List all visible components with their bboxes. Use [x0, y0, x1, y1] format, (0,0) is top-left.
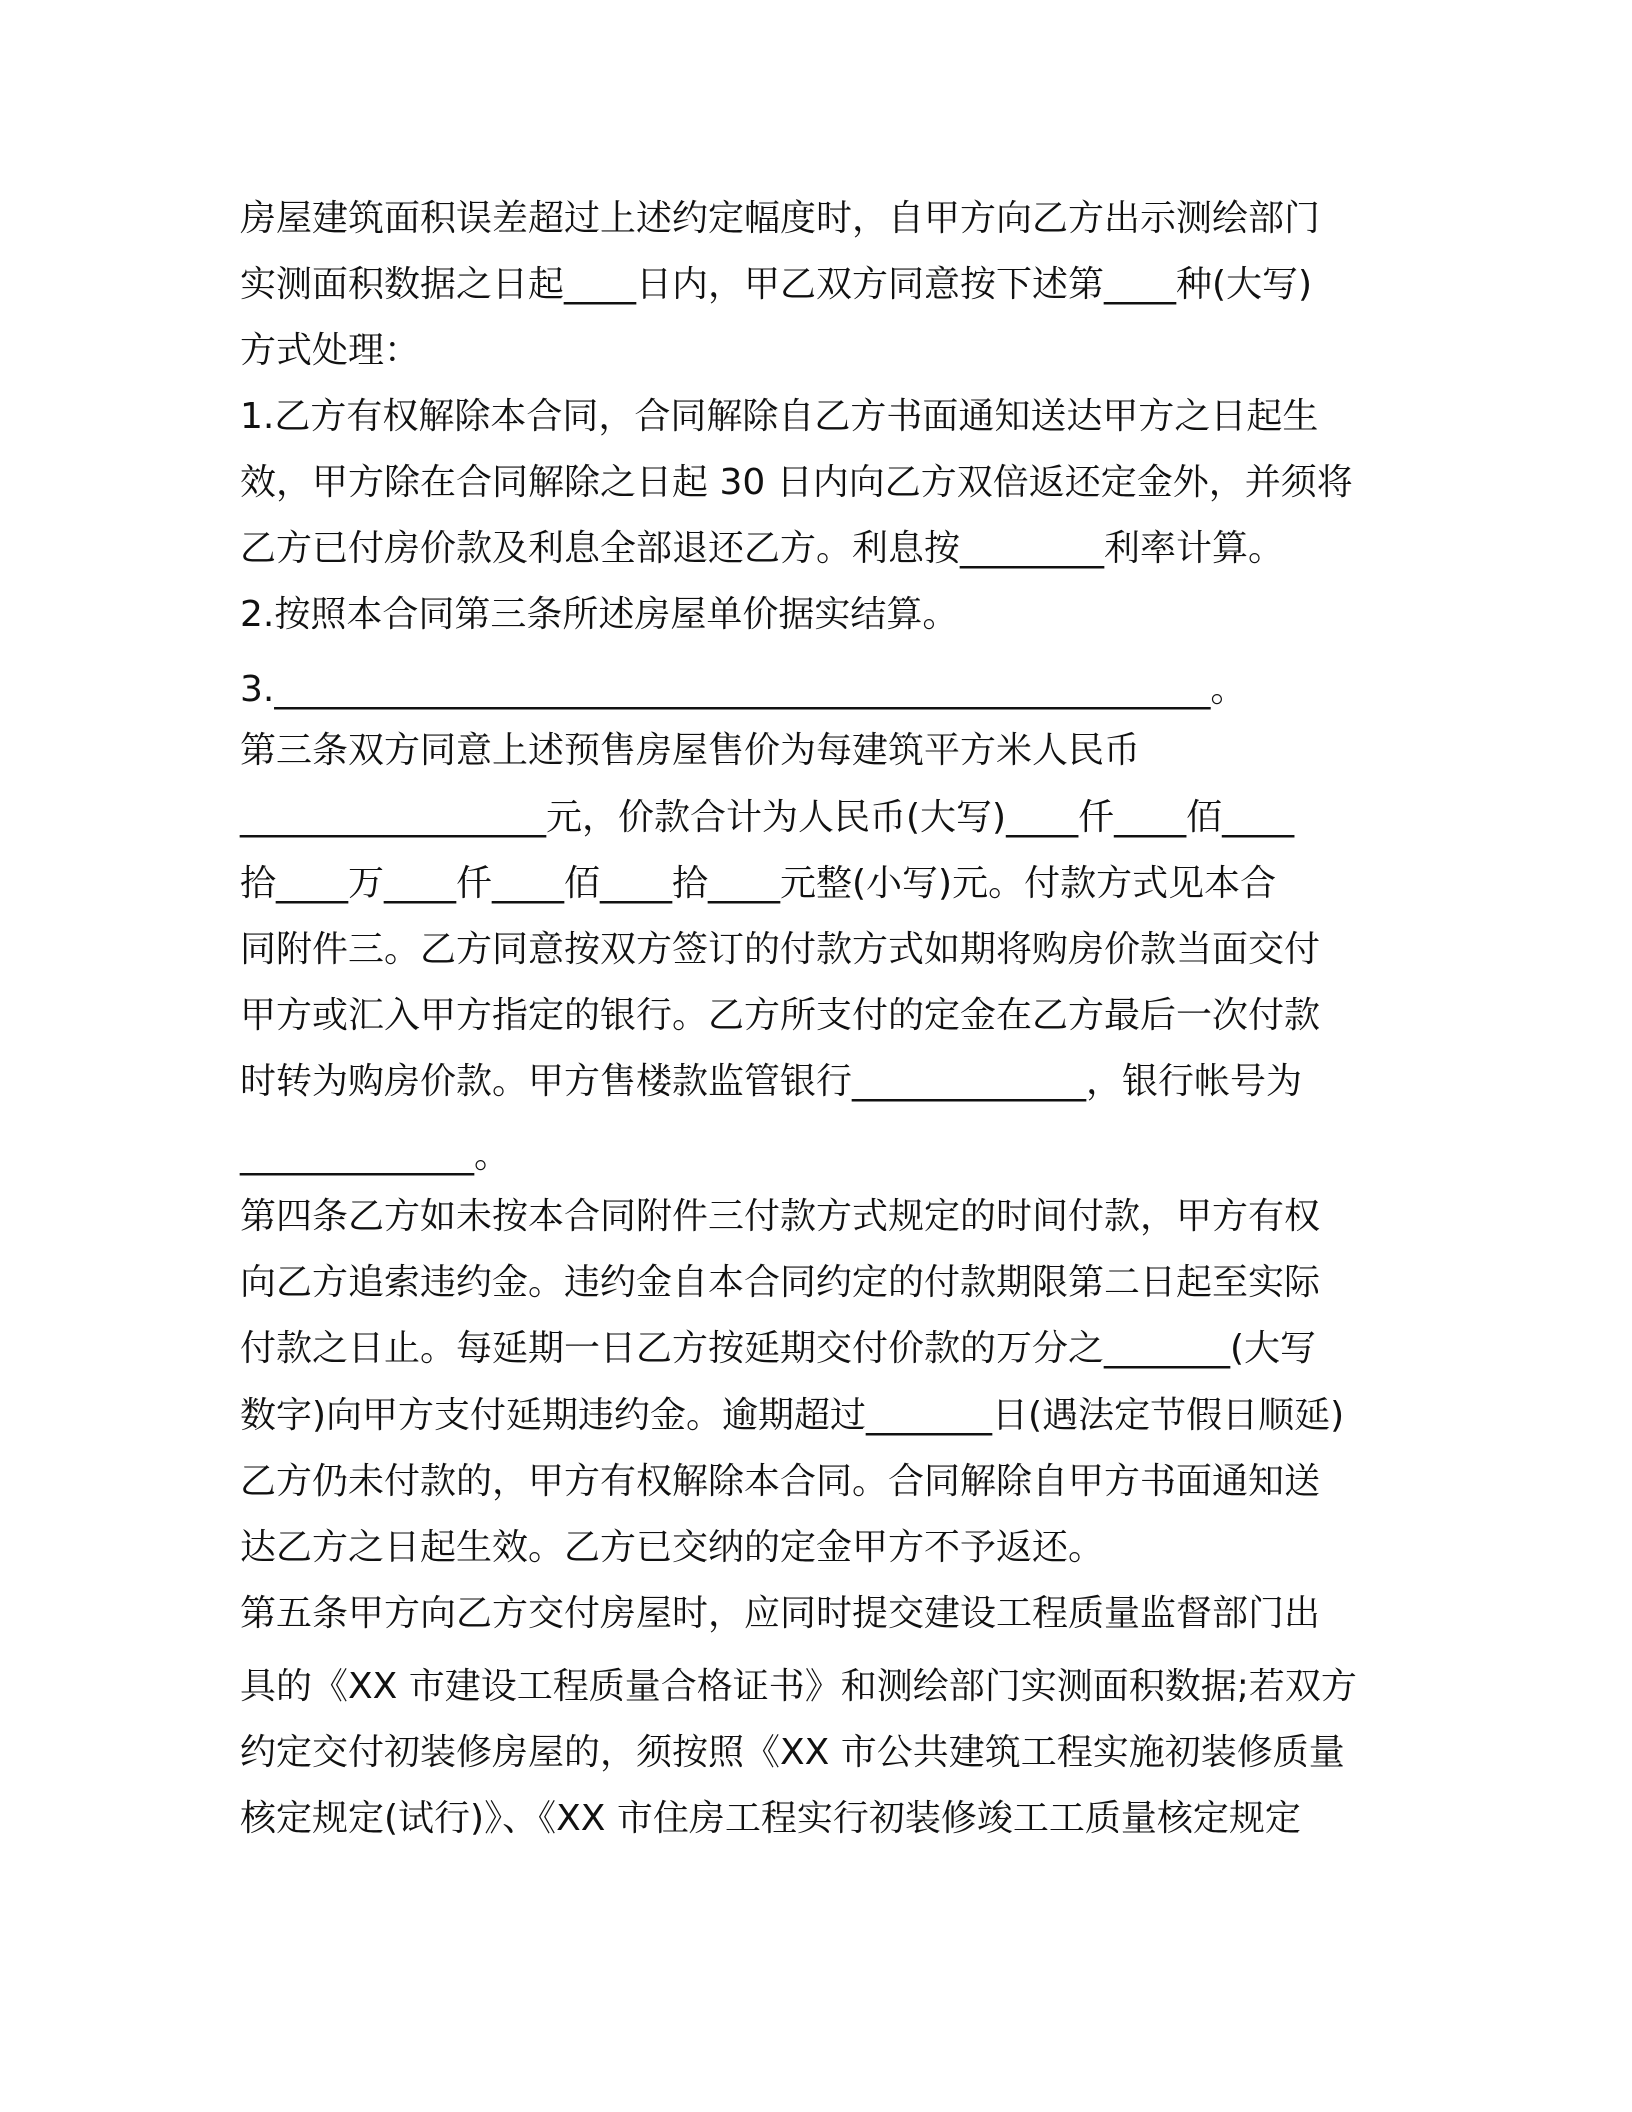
text-line: _____________。 [240, 1135, 510, 1176]
text-line: 付款之日止。每延期一日乙方按延期交付价款的万分之_______(大写 [240, 1328, 1317, 1369]
text-line: 具的《XX 市建设工程质量合格证书》和测绘部门实测面积数据;若双方 [240, 1666, 1357, 1707]
text-line: 向乙方追索违约金。违约金自本合同约定的付款期限第二日起至实际 [240, 1262, 1321, 1303]
text-line: 数字)向甲方支付延期违约金。逾期超过_______日(遇法定节假日顺延) [240, 1395, 1345, 1436]
text-line: 拾____万____仟____佰____拾____元整(小写)元。付款方式见本合 [240, 863, 1277, 904]
text-line: 同附件三。乙方同意按双方签订的付款方式如期将购房价款当面交付 [240, 929, 1321, 970]
text-line: 乙方仍未付款的，甲方有权解除本合同。合同解除自甲方书面通知送 [240, 1461, 1321, 1502]
text-line: 乙方已付房价款及利息全部退还乙方。利息按________利率计算。 [240, 528, 1285, 569]
text-line: 第五条甲方向乙方交付房屋时，应同时提交建设工程质量监督部门出 [240, 1593, 1321, 1634]
text-line: 第四条乙方如未按本合同附件三付款方式规定的时间付款，甲方有权 [240, 1196, 1321, 1237]
text-line: 3.____________________________________________________。 [240, 669, 1247, 710]
text-line: 方式处理： [240, 330, 421, 371]
text-line: _________________元，价款合计为人民币(大写)____仟____佰____ [240, 797, 1295, 838]
text-line: 时转为购房价款。甲方售楼款监管银行_____________，银行帐号为 [240, 1061, 1303, 1102]
text-line: 甲方或汇入甲方指定的银行。乙方所支付的定金在乙方最后一次付款 [240, 995, 1321, 1036]
text-line: 房屋建筑面积误差超过上述约定幅度时，自甲方向乙方出示测绘部门 [240, 198, 1321, 239]
text-line: 实测面积数据之日起____日内，甲乙双方同意按下述第____种(大写) [240, 264, 1313, 305]
text-line: 效，甲方除在合同解除之日起 30 日内向乙方双倍返还定金外，并须将 [240, 462, 1353, 503]
text-line: 2.按照本合同第三条所述房屋单价据实结算。 [240, 594, 959, 635]
text-line: 第三条双方同意上述预售房屋售价为每建筑平方米人民币 [240, 730, 1141, 771]
text-line: 约定交付初装修房屋的，须按照《XX 市公共建筑工程实施初装修质量 [240, 1732, 1345, 1773]
text-line: 达乙方之日起生效。乙方已交纳的定金甲方不予返还。 [240, 1527, 1105, 1568]
text-line: 1.乙方有权解除本合同，合同解除自乙方书面通知送达甲方之日起生 [240, 396, 1319, 437]
text-line: 核定规定(试行)》、《XX 市住房工程实行初装修竣工工质量核定规定 [240, 1798, 1301, 1839]
